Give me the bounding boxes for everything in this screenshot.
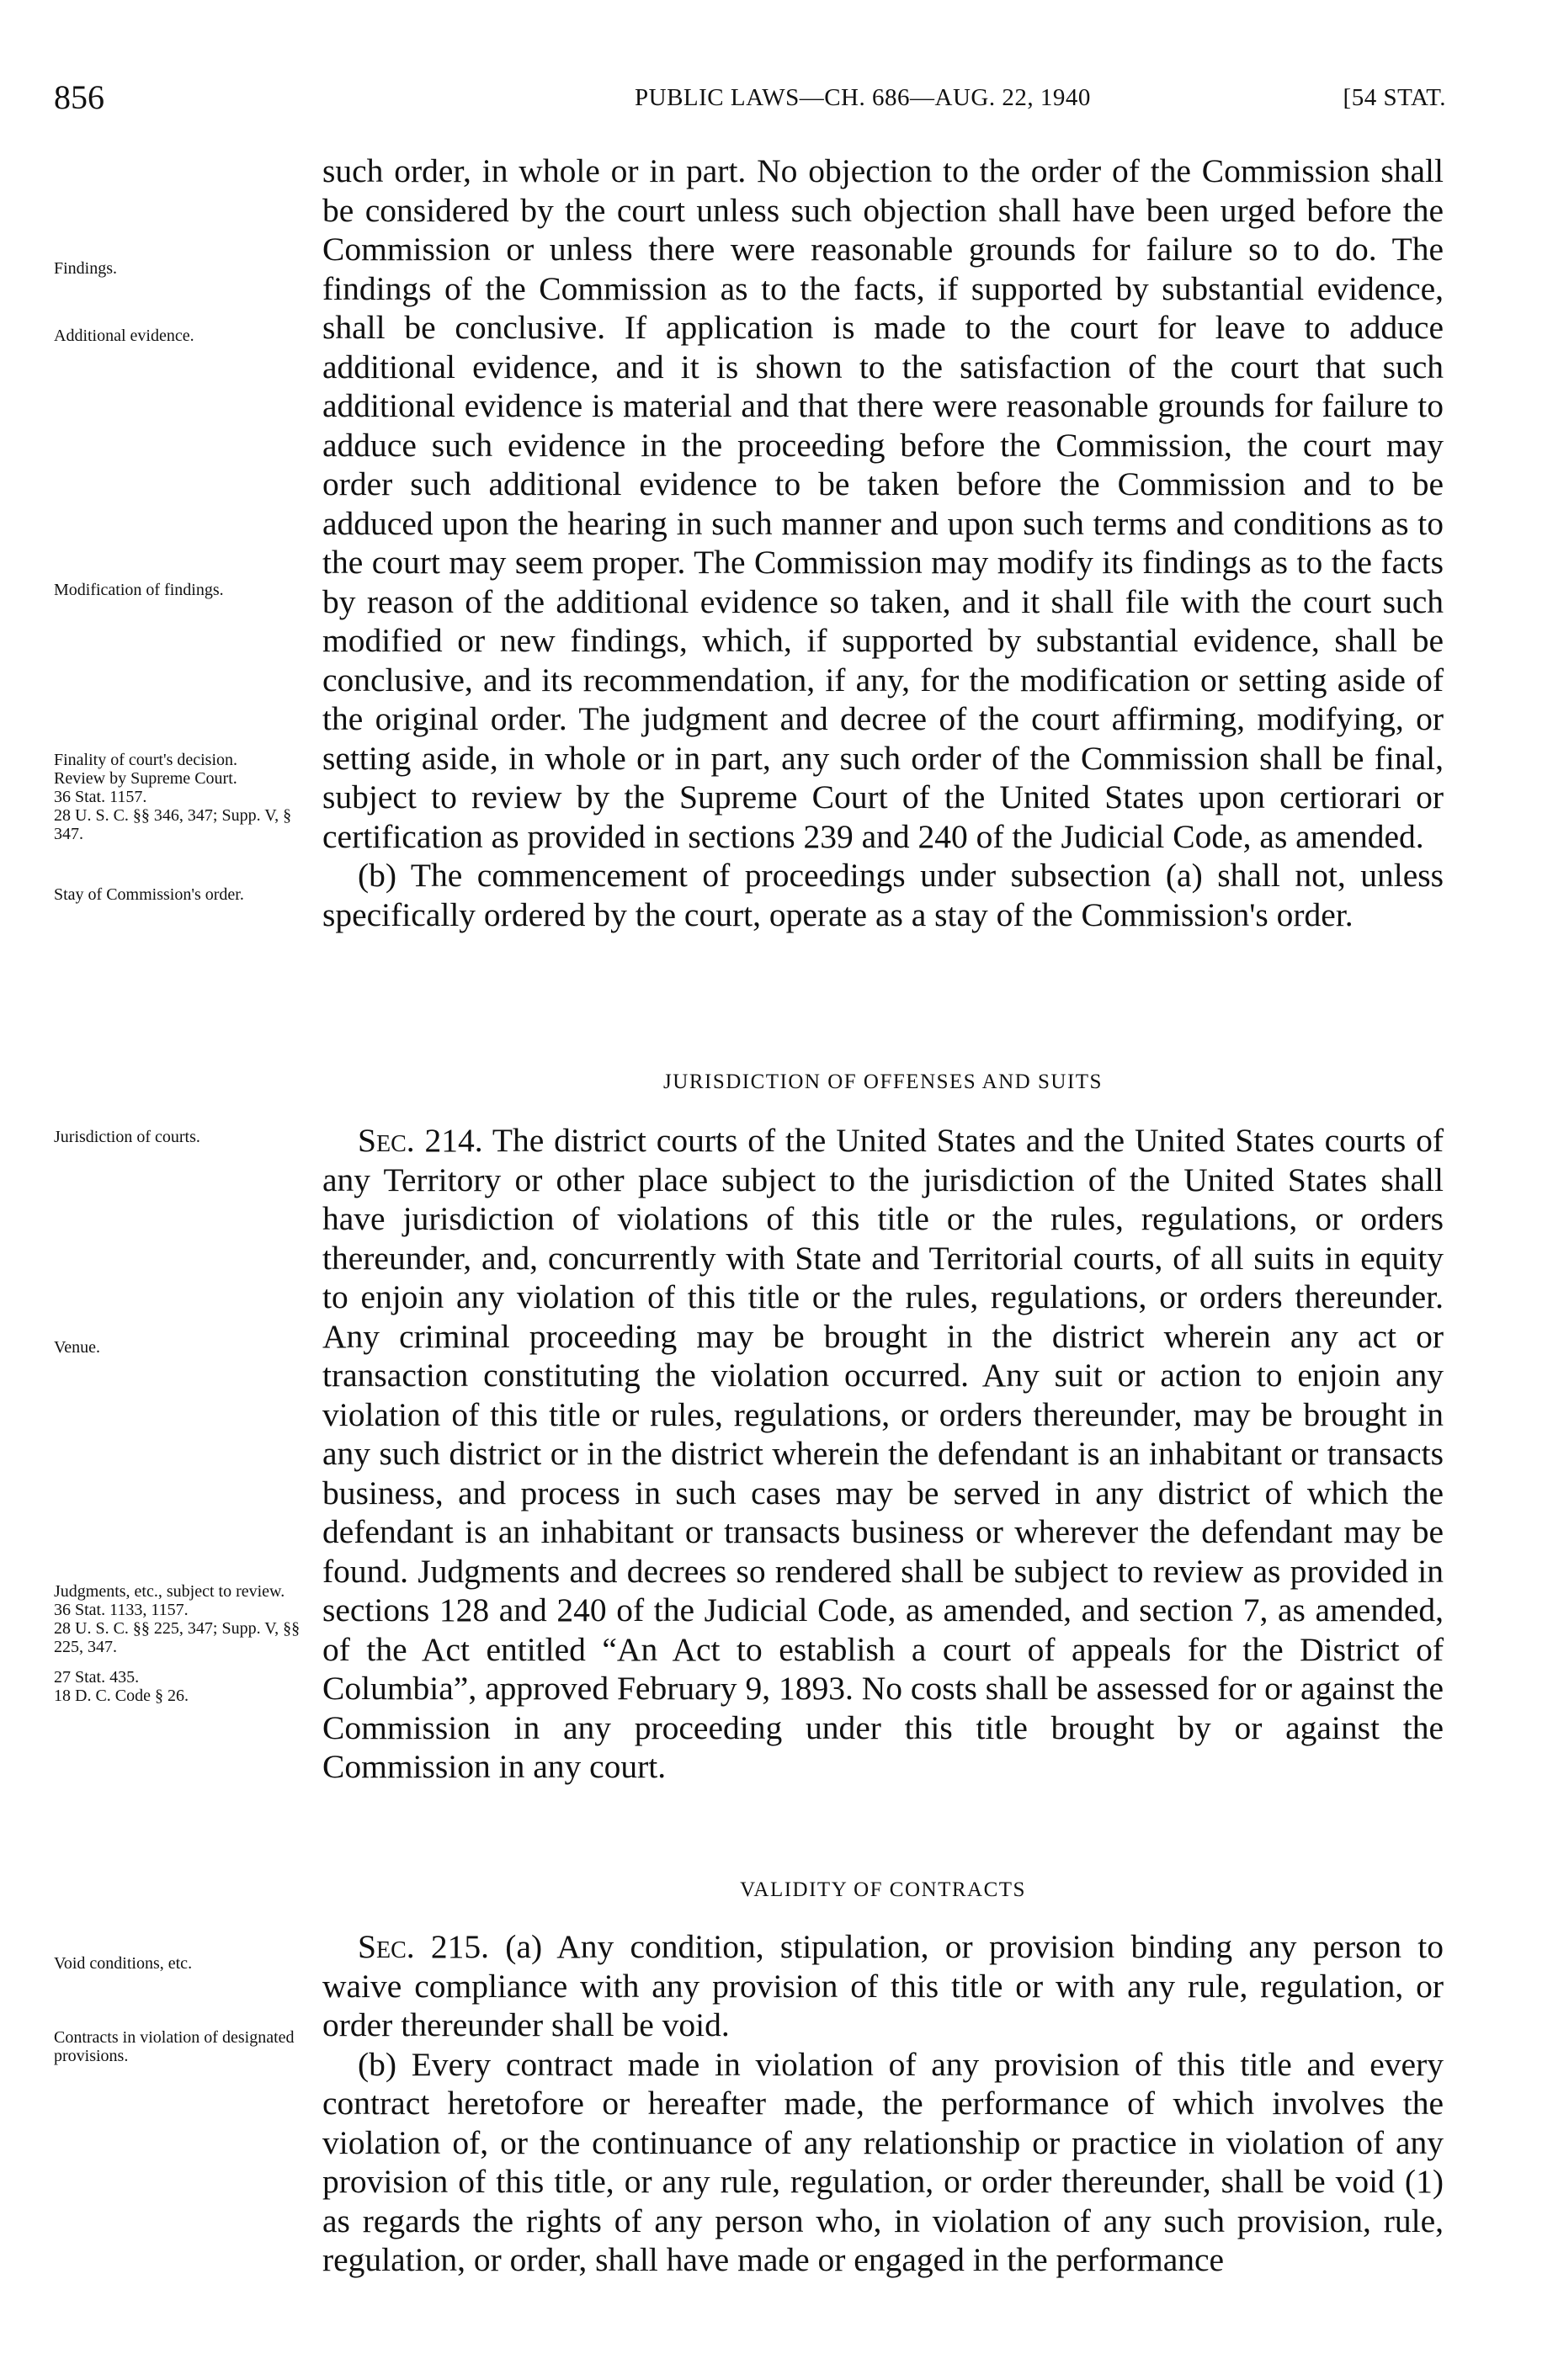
section-215 [322, 1927, 1444, 2280]
statute-reference: [54 STAT. [1343, 84, 1446, 111]
margin-note-ref: 36 Stat. 1157. [54, 788, 147, 806]
margin-note-label: Contracts in violation of designated provisions. [54, 2028, 295, 2065]
margin-note-venue [54, 1338, 306, 1357]
page-number: 856 [54, 78, 104, 116]
margin-note-ref: 28 U. S. C. §§ 225, 347; Supp. V, §§ 225, 347. [54, 1619, 300, 1656]
heading-validity: VALIDITY OF CONTRACTS [740, 1878, 1026, 1901]
margin-note-ref: 27 Stat. 435. [54, 1668, 140, 1687]
paragraph-sec-214 [322, 1121, 1444, 1787]
section-text: The district courts of the United States and the United States courts of any Territory or other place subject to the jurisdiction of the United States shall have jurisdiction of violations of this title or the rules, regulations, or orders thereunder, and, concurrently with State and Territorial courts, of all suits in equity to enjoin any violation of this title or the rules, regulations, or orders thereunder. Any criminal proceeding may be brought in the district wherein any act or transaction constituting the violation occurred. Any suit or action to enjoin any violation of this title or rules, regulations, or orders thereunder, may be brought in any such district or in the district wherein the defendant is an inhabitant or transacts business, and process in such cases may be served in any district of which the defendant is an inhabitant or transacts business or wherever the defendant may be found. Judgments and decrees so rendered shall be subject to review as provided in sections 128 and 240 of the Judicial Code, as amended, and section 7, as amended, of the Act entitled “An Act to establish a court of appeals for the District of Columbia”, approved February 9, 1893. No costs shall be assessed for or against the Commission in any proceeding under this title brought by or against the Commission in any court. [322, 1122, 1444, 1785]
paragraph-subsection-b: (b) The commencement of proceedings under subsection (a) shall not, unless specifically ordered by the court, operate as a stay of the Commission's order. [322, 857, 1444, 933]
margin-note-findings [54, 259, 306, 278]
heading-jurisdiction: JURISDICTION OF OFFENSES AND SUITS [663, 1070, 1103, 1093]
paragraph-sec-215-b: (b) Every contract made in violation of any provision of this title and every contract heretofore or hereafter made, the performance of which involves the violation of, or the continuance of any relationship or practice in violation of any provision of this title, or any rule, regulation, or order thereunder, shall be void (1) as regards the rights of any person who, in violation of any such provision, rule, regulation, or order, shall have made or engaged in the performance [322, 2045, 1444, 2278]
margin-note-additional-evidence [54, 327, 306, 345]
margin-note-label: Findings. [54, 259, 118, 278]
margin-note-judgments [54, 1582, 306, 1705]
margin-note-jurisdiction [54, 1128, 306, 1146]
margin-note-ref: Review by Supreme Court. [54, 769, 237, 788]
margin-note-label: Additional evidence. [54, 327, 194, 345]
margin-note-contracts [54, 2028, 306, 2065]
margin-note-label: Void conditions, etc. [54, 1954, 193, 1973]
margin-note-label: Judgments, etc., subject to review. [54, 1582, 285, 1601]
page-header [54, 77, 1446, 120]
running-title: PUBLIC LAWS—CH. 686—AUG. 22, 1940 [635, 84, 1091, 111]
margin-note-label: Stay of Commission's order. [54, 885, 244, 904]
margin-note-finality [54, 751, 306, 843]
margin-note-label: Finality of court's decision. [54, 751, 238, 769]
margin-note-modification [54, 581, 306, 599]
paragraph-sec-215-a [322, 1927, 1444, 2045]
margin-note-void-conditions [54, 1954, 306, 1973]
section-214 [322, 1121, 1444, 1787]
paragraph-continuation: such order, in whole or in part. No objection to the order of the Commission shall be considered by the court unless such objection shall have been urged before the Commission or unless there were reasonable grounds for failure so to do. The findings of the Commission as to the facts, if supported by substantial evidence, shall be conclusive. If application is made to the court for leave to adduce additional evidence, and it is shown to the satisfaction of the court that such additional evidence is material and that there were reasonable grounds for failure to adduce such evidence in the proceeding before the Commission, the court may order such additional evidence to be taken before the Commission and to be adduced upon the hearing in such manner and upon such terms and conditions as to the court may seem proper. The Commission may modify its findings as to the facts by reason of the additional evidence so taken, and it shall file with the court such modified or new findings, which, if supported by substantial evidence, shall be conclusive, and its recommendation, if any, for the modification or setting aside of the original order. The judgment and decree of the court affirming, modifying, or setting aside, in whole or in part, any such order of the Commission shall be final, subject to review by the Supreme Court of the United States upon certiorari or certification as provided in sections 239 and 240 of the Judicial Code, as amended. [322, 152, 1444, 855]
margin-note-stay [54, 885, 306, 904]
section-continuation [322, 151, 1444, 934]
margin-note-ref: 36 Stat. 1133, 1157. [54, 1601, 189, 1619]
section-text: (a) Any condition, stipulation, or provision binding any person to waive compliance with any provision of this title or with any rule, regulation, or order thereunder shall be void. [322, 1928, 1444, 2043]
margin-note-label: Venue. [54, 1338, 100, 1357]
margin-note-ref: 18 D. C. Code § 26. [54, 1687, 189, 1705]
section-label: Sec. 214. [358, 1122, 483, 1159]
margin-note-label: Jurisdiction of courts. [54, 1128, 200, 1146]
section-label: Sec. 215. [358, 1928, 490, 1965]
margin-note-label: Modification of findings. [54, 581, 224, 599]
margin-note-ref: 28 U. S. C. §§ 346, 347; Supp. V, § 347. [54, 806, 292, 843]
